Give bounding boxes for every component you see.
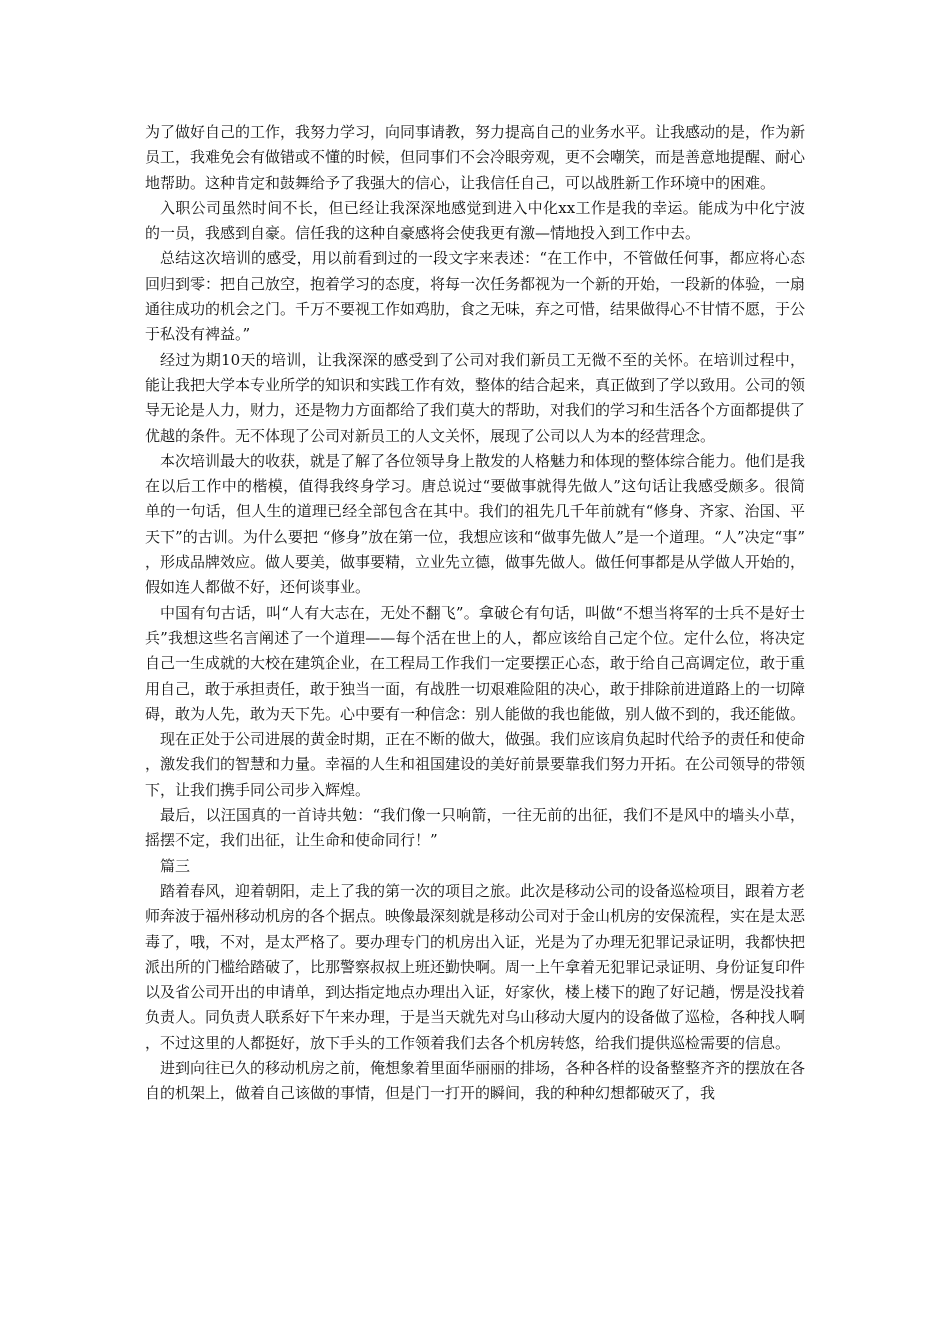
paragraph-10: 进到向往已久的移动机房之前，俺想象着里面华丽丽的排场，各种各样的设备整整齐齐的摆放在各自的机架上，做着自己该做的事情，但是门一打开的瞬间，我的种种幻想都破灭了，我 <box>145 1058 806 1103</box>
paragraph-6: 中国有句古话，叫“人有大志在，无处不翻飞”。拿破仑有句话，叫做“不想当将军的士兵不是好士兵”我想这些名言阐述了一个道理——每个活在世上的人，都应该给自己定个位。定什么位，将决定自己一生成就的大校在建筑企业，在工程局工作我们一定要摆正心态，敢于给自己高调定位，敢于重用自己，敢于承担责任，敢于独当一面，有战胜一切艰难险阻的决心，敢于排除前进道路上的一切障碍，敢为人先，敢为天下先。心中要有一种信念：别人能做的我也能做，别人做不到的，我还能做。 <box>145 603 806 723</box>
paragraph-9: 踏着春风，迎着朝阳，走上了我的第一次的项目之旅。此次是移动公司的设备巡检项目，跟着方老师奔波于福州移动机房的各个据点。映像最深刻就是移动公司对于金山机房的安保流程，实在是太恶毒了，哦，不对，是太严格了。要办理专门的机房出入证，光是为了办理无犯罪记录证明，我都快把派出所的门槛给踏破了，比那警察叔叔上班还勤快啊。周一上午拿着无犯罪记录证明、身份证复印件以及省公司开出的申请单，到达指定地点办理出入证，好家伙，楼上楼下的跑了好记趟，愣是没找着负责人。同负责人联系好下午来办理，于是当天就先对乌山移动大厦内的设备做了巡检，各种找人啊，不过这里的人都挺好，放下手头的工作领着我们去各个机房转悠，给我们提供巡检需要的信息。 <box>145 881 806 1052</box>
paragraph-3: 总结这次培训的感受，用以前看到过的一段文字来表述：“在工作中，不管做任何事，都应将心态回归到零：把自己放空，抱着学习的态度，将每一次任务都视为一个新的开始，一段新的体验，一扇通往成功的机会之门。千万不要视工作如鸡肋，食之无味，弃之可惜，结果做得心不甘情不愿，于公于私没有裨益。” <box>145 249 806 344</box>
section-heading: 篇三 <box>160 856 191 875</box>
document-page <box>145 120 805 1107</box>
paragraph-2: 入职公司虽然时间不长，但已经让我深深地感觉到进入中化xx工作是我的幸运。能成为中化宁波的一员，我感到自豪。信任我的这种自豪感将会使我更有激—情地投入到工作中去。 <box>145 198 805 243</box>
paragraph-5: 本次培训最大的收获，就是了解了各位领导身上散发的人格魅力和体现的整体综合能力。他们是我在以后工作中的楷模，值得我终身学习。唐总说过“要做事就得先做人”这句话让我感受颇多。很简单的一句话，但人生的道理已经全部包含在其中。我们的祖先几千年前就有“修身、齐家、治国、平天下”的古训。为什么要把 “修身”放在第一位，我想应该和“做事先做人”是一个道理。“人”决定“事”，形成品牌效应。做人要美，做事要精，立业先立德，做事先做人。做任何事都是从学做人开始的，假如连人都做不好，还何谈事业。 <box>145 451 806 597</box>
paragraph-4: 经过为期10天的培训，让我深深的感受到了公司对我们新员工无微不至的关怀。在培训过程中，能让我把大学本专业所学的知识和实践工作有效，整体的结合起来，真正做到了学以致用。公司的领导无论是人力，财力，还是物力方面都给了我们莫大的帮助，对我们的学习和生活各个方面都提供了优越的条件。无不体现了公司对新员工的人文关怀，展现了公司以人为本的经营理念。 <box>145 350 806 445</box>
paragraph-8: 最后，以汪国真的一首诗共勉：“我们像一只响箭，一往无前的出征，我们不是风中的墙头小草，摇摆不定，我们出征，让生命和使命同行！” <box>145 806 805 850</box>
paragraph-1: 为了做好自己的工作，我努力学习，向同事请教，努力提高自己的业务水平。让我感动的是，作为新员工，我难免会有做错或不懂的时候，但同事们不会冷眼旁观，更不会嘲笑，而是善意地提醒、耐心地帮助。这种肯定和鼓舞给予了我强大的信心，让我信任自己，可以战胜新工作环境中的困难。 <box>145 123 806 192</box>
paragraph-7: 现在正处于公司进展的黄金时期，正在不断的做大，做强。我们应该肩负起时代给予的责任和使命，激发我们的智慧和力量。幸福的人生和祖国建设的美好前景要靠我们努力开拓。在公司领导的带领下，让我们携手同公司步入辉煌。 <box>145 730 806 799</box>
